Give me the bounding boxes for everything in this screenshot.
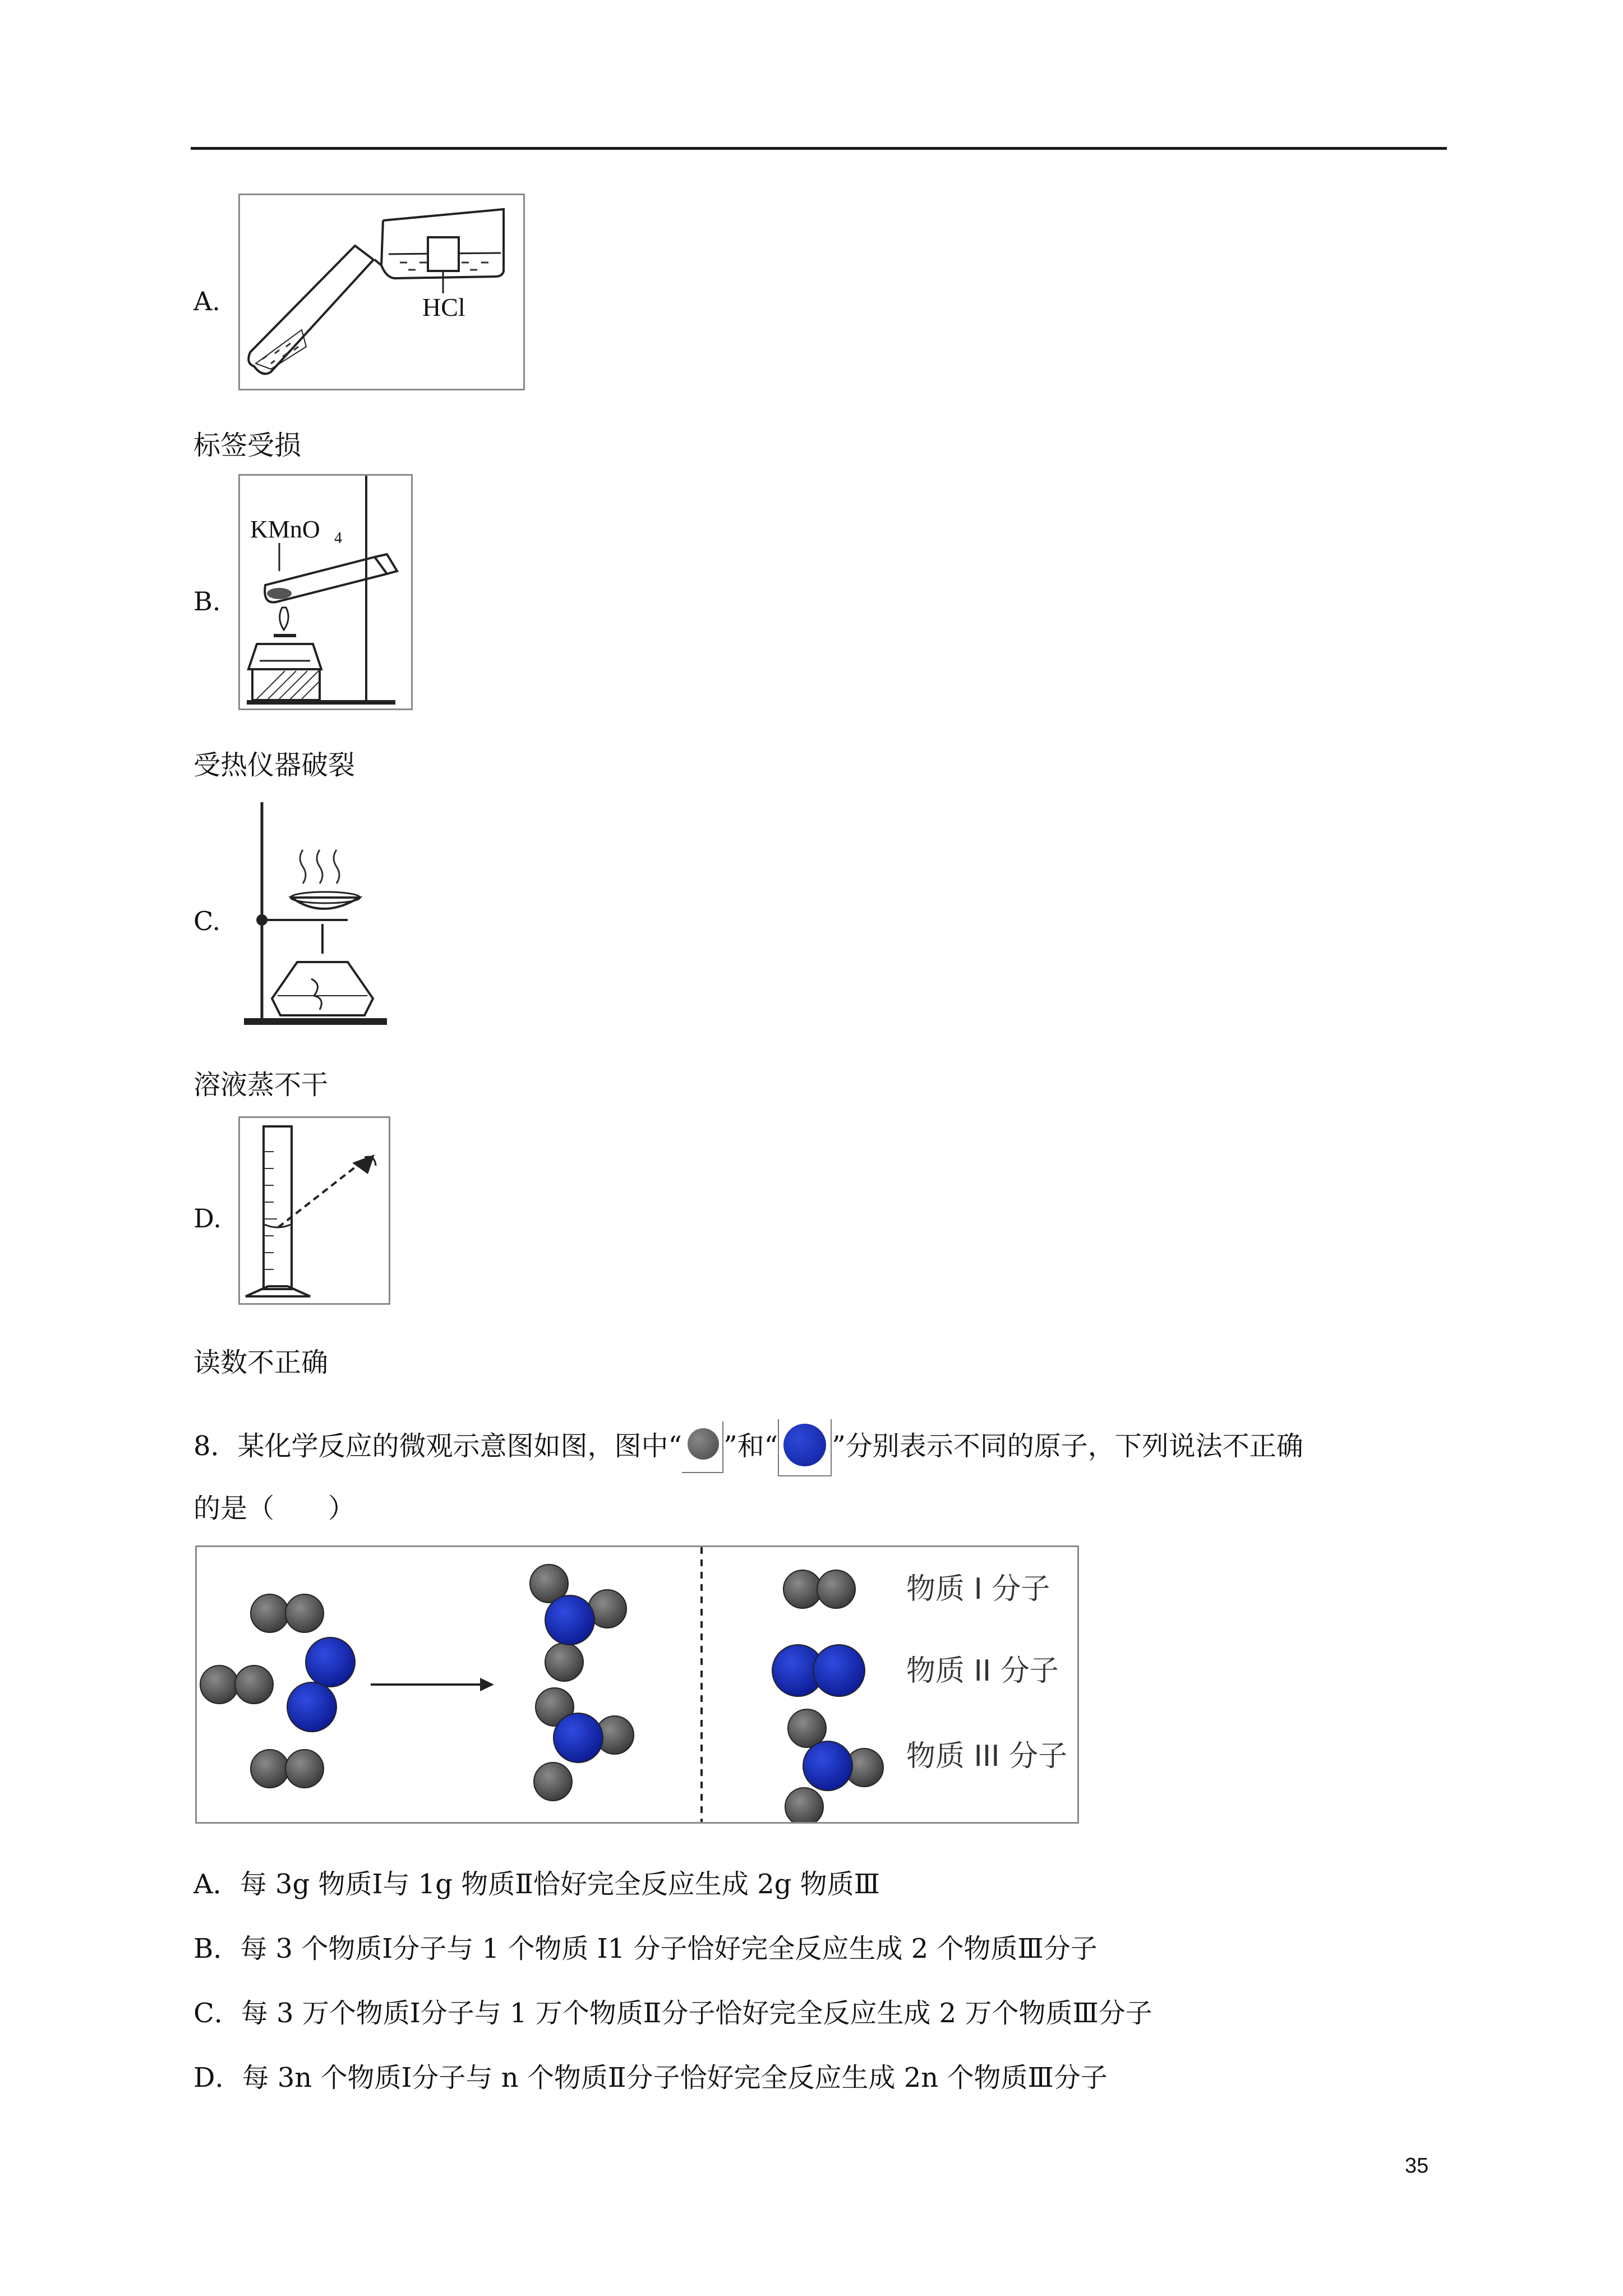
option-a-figure — [238, 194, 525, 390]
product-blue-atom — [545, 1595, 594, 1645]
blue-atom-icon — [778, 1419, 832, 1476]
reactant-grey-atom — [200, 1665, 238, 1704]
reactant-blue-atom — [287, 1682, 336, 1732]
header-rule — [191, 147, 1447, 150]
legend-label-2: 物质 II 分子 — [906, 1654, 1059, 1688]
q8-stem-line2: 的是（ ） — [193, 1493, 356, 1524]
reactant-blue-atom — [306, 1637, 355, 1687]
option-b-letter: B. — [193, 586, 221, 616]
option-d-caption: 读数不正确 — [193, 1347, 329, 1378]
option-a-caption: 标签受损 — [193, 430, 302, 461]
product-grey-atom — [534, 1763, 572, 1801]
q8-option-c: C．每 3 万个物质Ⅰ分子与 1 万个物质Ⅱ分子恰好完全反应生成 2 万个物质Ⅲ分子 — [193, 1998, 1152, 2029]
option-b-figure — [238, 474, 413, 710]
grey-atom-icon — [682, 1421, 723, 1473]
q8-option-b: B．每 3 个物质Ⅰ分子与 1 个物质 I1 分子恰好完全反应生成 2 个物质Ⅲ分子 — [193, 1933, 1098, 1964]
legend-molecule-3-atom — [788, 1709, 826, 1747]
product-grey-atom — [545, 1643, 583, 1681]
legend-molecule-2-atom — [813, 1645, 865, 1696]
option-c-figure — [238, 799, 395, 1029]
reactant-grey-atom — [251, 1750, 289, 1788]
reactant-grey-atom — [251, 1594, 289, 1632]
q8-stem-line1: 8．某化学反应的微观示意图如图，图中“ ”和“ ”分别表示不同的原子，下列说法不正确 — [193, 1419, 1303, 1476]
q8-option-a: A．每 3g 物质Ⅰ与 1g 物质Ⅱ恰好完全反应生成 2g 物质Ⅲ — [193, 1869, 880, 1900]
reactant-grey-atom — [235, 1665, 273, 1704]
legend-molecule-3-atom — [785, 1788, 823, 1822]
legend-label-3: 物质 III 分子 — [906, 1740, 1068, 1773]
reagent-label-kmno4: KMnO — [250, 516, 320, 543]
page-number: 35 — [1405, 2154, 1429, 2178]
option-c-caption: 溶液蒸不干 — [193, 1069, 329, 1101]
reactant-grey-atom — [285, 1594, 324, 1632]
legend-molecule-3-atom — [803, 1741, 852, 1791]
legend-molecule-1-atom — [817, 1570, 855, 1608]
q8-option-d: D．每 3n 个物质Ⅰ分子与 n 个物质Ⅱ分子恰好完全反应生成 2n 个物质Ⅲ分子 — [193, 2062, 1108, 2093]
option-a-letter: A. — [193, 286, 220, 316]
option-d-letter: D. — [193, 1203, 222, 1234]
product-blue-atom — [554, 1713, 603, 1763]
legend-molecule-1-atom — [783, 1570, 822, 1608]
reactant-grey-atom — [285, 1750, 324, 1788]
reagent-label-hcl: HCl — [422, 293, 465, 321]
reaction-diagram — [195, 1545, 1079, 1824]
option-b-caption: 受热仪器破裂 — [193, 749, 356, 781]
svg-text:4: 4 — [334, 530, 342, 547]
legend-label-1: 物质 I 分子 — [906, 1572, 1050, 1606]
option-c-letter: C. — [193, 906, 221, 936]
option-d-figure — [238, 1116, 390, 1305]
